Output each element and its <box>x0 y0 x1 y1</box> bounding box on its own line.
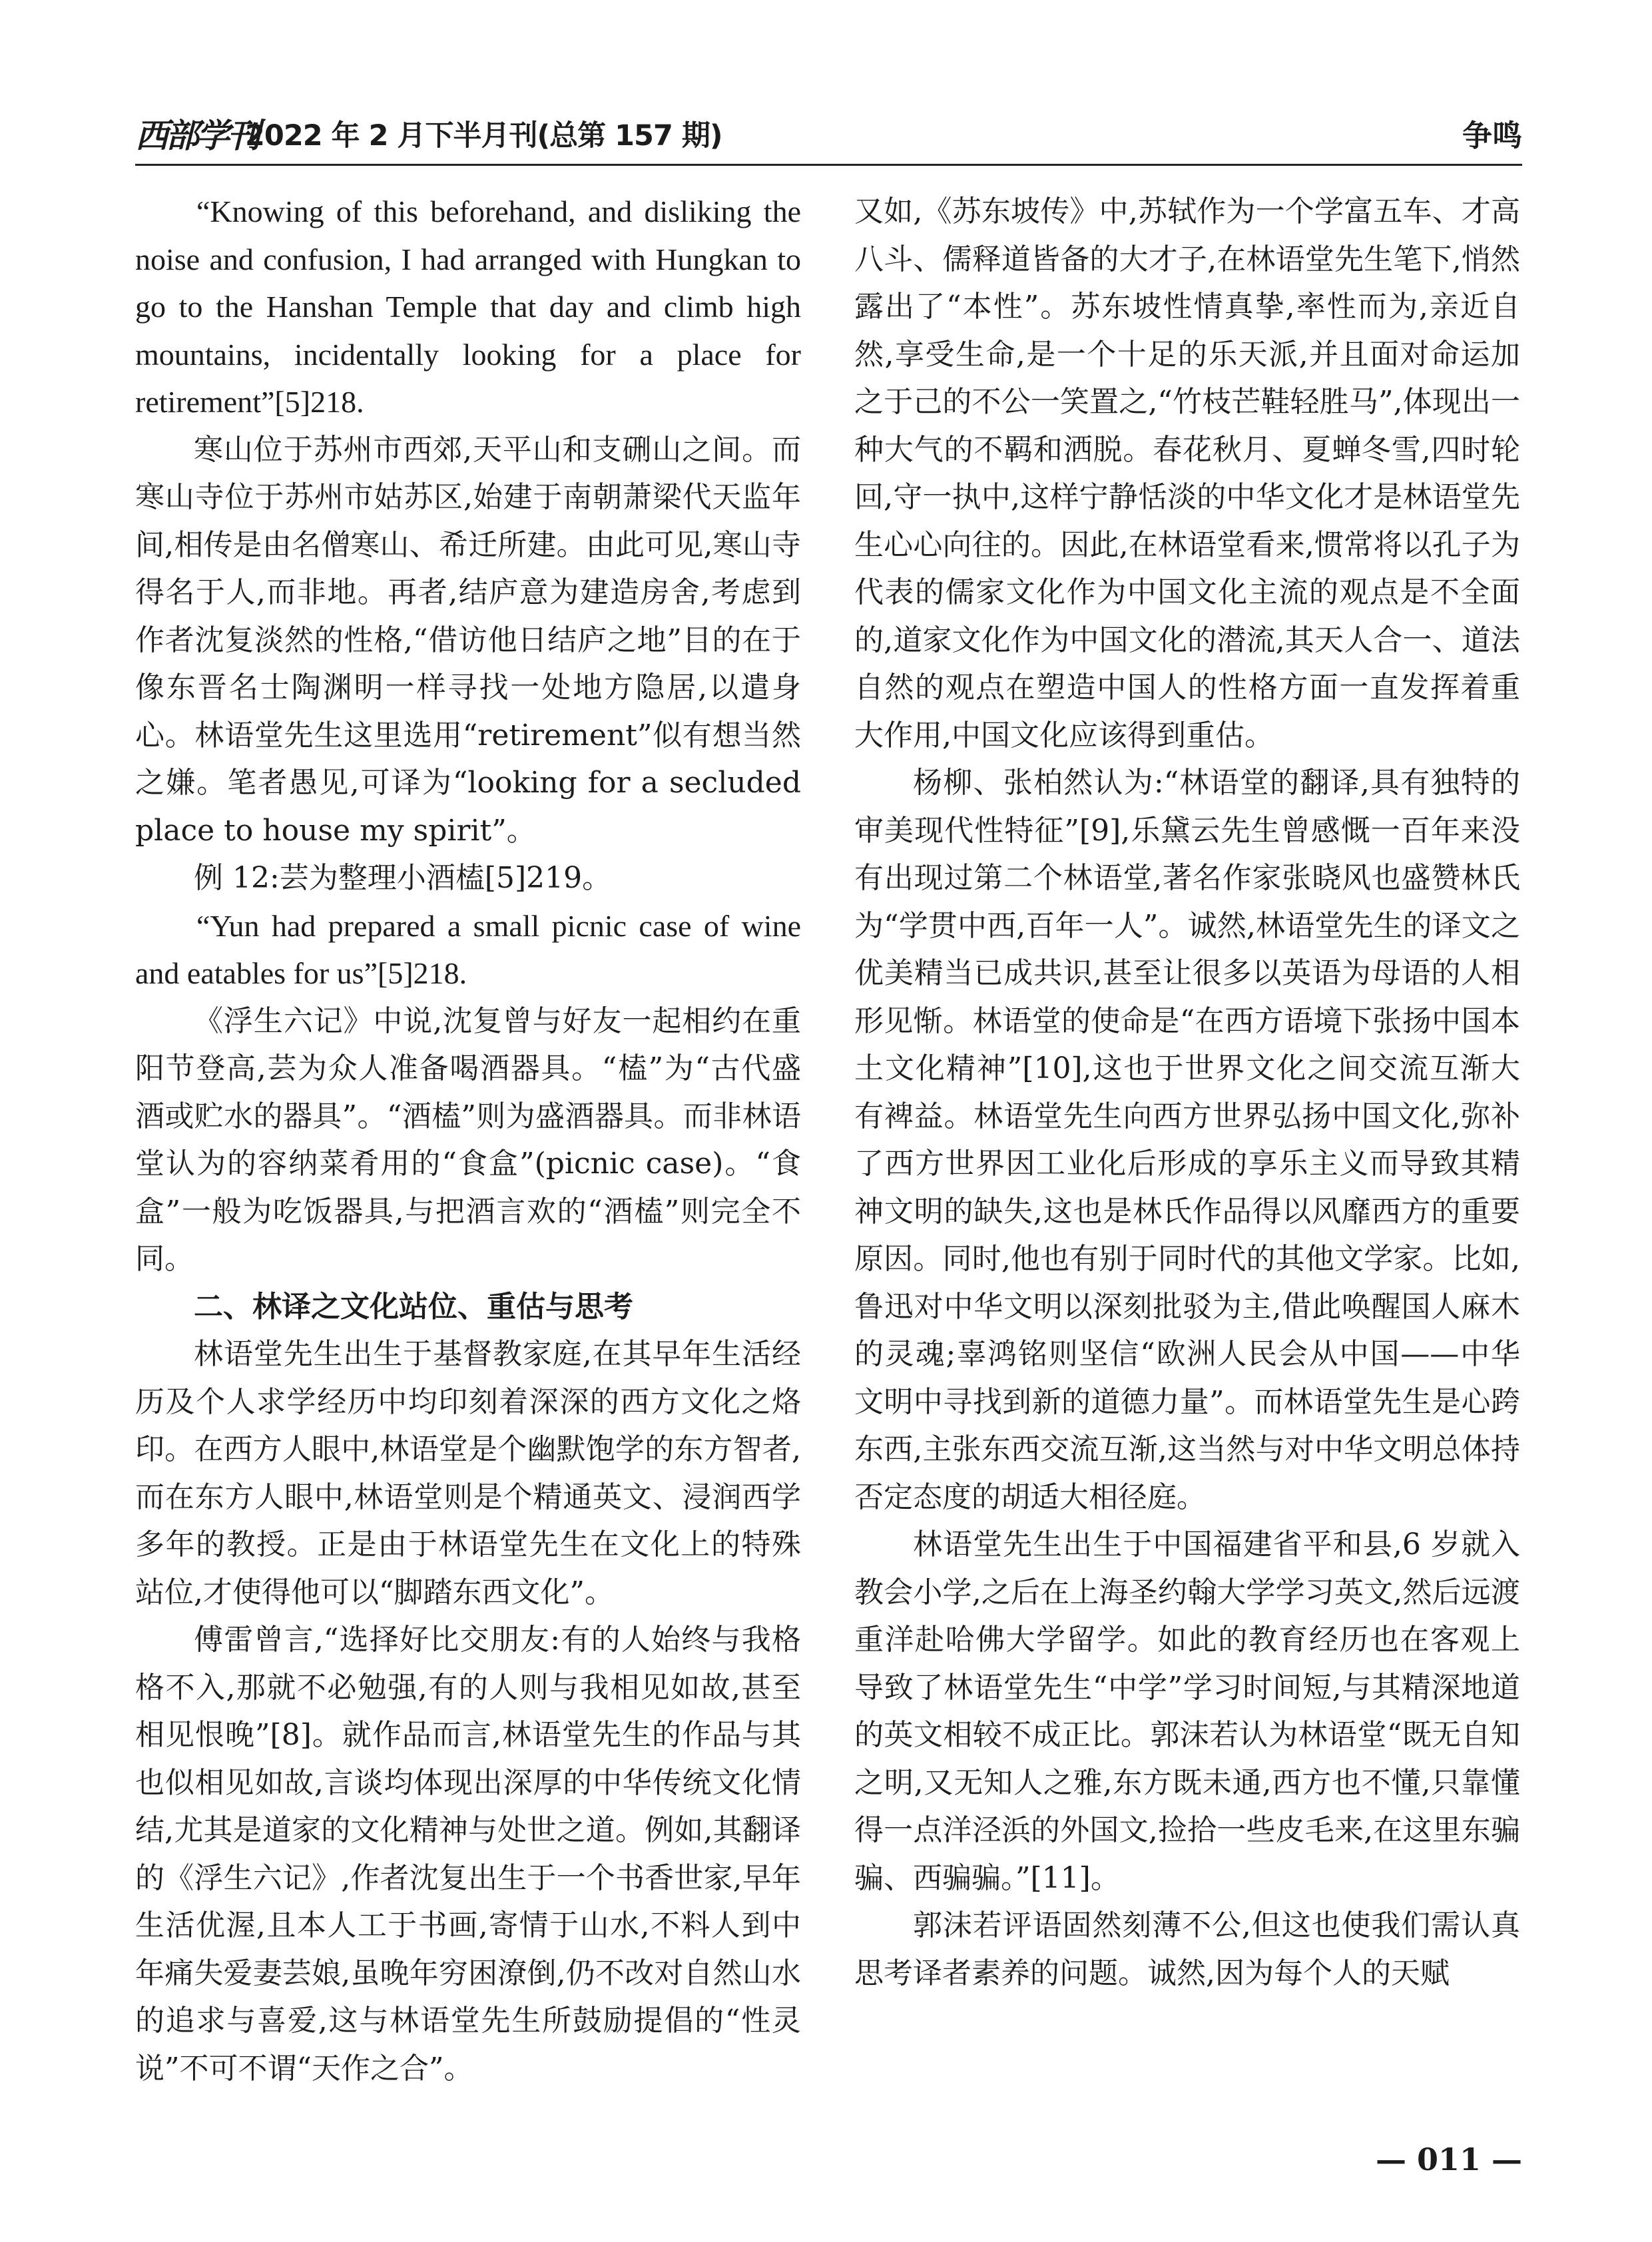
header-rule <box>135 164 1522 166</box>
left-column <box>135 188 801 2092</box>
right-column <box>854 188 1520 1997</box>
paragraph: 郭沫若评语固然刻薄不公,但这也使我们需认真思考译者素养的问题。诚然,因为每个人的天赋 <box>854 1908 1520 1990</box>
paragraph: “Yun had prepared a small picnic case of wine and eatables for us”[5]218. <box>135 908 801 990</box>
page-header <box>135 112 1522 158</box>
section-label: 争鸣 <box>1462 118 1522 153</box>
paragraph: 例 12:芸为整理小酒榼[5]219。 <box>194 861 612 895</box>
paragraph: 《浮生六记》中说,沈复曾与好友一起相约在重阳节登高,芸为众人准备喝酒器具。“榼”为“古代盛酒或贮水的器具”。“酒榼”则为盛酒器具。而非林语堂认为的容纳菜肴用的“食盒”(picnic case)。“食盒”一般为吃饭器具,与把酒言欢的“酒榼”则完全不同。 <box>135 1003 801 1276</box>
paragraph: 傅雷曾言,“选择好比交朋友:有的人始终与我格格不入,那就不必勉强,有的人则与我相见如故,甚至相见恨晚”[8]。就作品而言,林语堂先生的作品与其也似相见如故,言谈均体现出深厚的中华传统文化情结,尤其是道家的文化精神与处世之道。例如,其翻译的《浮生六记》,作者沈复出生于一个书香世家,早年生活优渥,且本人工于书画,寄情于山水,不料人到中年痛失爱妻芸娘,虽晚年穷困潦倒,仍不改对自然山水的追求与喜爱,这与林语堂先生所鼓励提倡的“性灵说”不可不谓“天作之合”。 <box>135 1623 801 2086</box>
issue-info: 2022 年 2 月下半月刊(总第 157 期) <box>245 119 722 152</box>
paragraph: “Knowing of this beforehand, and disliking the noise and confusion, I had arranged with Hungkan to go to the Hanshan Temple that day and climb high mountains, incidentally looking for a place for retirement”[5]218. <box>135 194 801 419</box>
paragraph: 林语堂先生出生于中国福建省平和县,6 岁就入教会小学,之后在上海圣约翰大学学习英文,然后远渡重洋赴哈佛大学留学。如此的教育经历也在客观上导致了林语堂先生“中学”学习时间短,与其精深地道的英文相较不成正比。郭沫若认为林语堂“既无自知之明,又无知人之雅,东方既未通,西方也不懂,只靠懂得一点洋泾浜的外国文,捡拾一些皮毛来,在这里东骗骗、西骗骗。”[11]。 <box>854 1528 1520 1895</box>
paragraph: 杨柳、张柏然认为:“林语堂的翻译,具有独特的审美现代性特征”[9],乐黛云先生曾感慨一百年来没有出现过第二个林语堂,著名作家张晓风也盛赞林氏为“学贯中西,百年一人”。诚然,林语堂先生的译文之优美精当已成共识,甚至让很多以英语为母语的人相形见惭。林语堂的使命是“在西方语境下张扬中国本土文化精神”[10],这也于世界文化之间交流互渐大有裨益。林语堂先生向西方世界弘扬中国文化,弥补了西方世界因工业化后形成的享乐主义而导致其精神文明的缺失,这也是林氏作品得以风靡西方的重要原因。同时,他也有别于同时代的其他文学家。比如,鲁迅对中华文明以深刻批驳为主,借此唤醒国人麻木的灵魂;辜鸿铭则坚信“欧洲人民会从中国——中华文明中寻找到新的道德力量”。而林语堂先生是心跨东西,主张东西交流互渐,这当然与对中华文明总体持否定态度的胡适大相径庭。 <box>854 766 1520 1514</box>
journal-logo: 西部学刊 <box>135 116 258 155</box>
paragraph: 又如,《苏东坡传》中,苏轼作为一个学富五车、才高八斗、儒释道皆备的大才子,在林语堂先生笔下,悄然露出了“本性”。苏东坡性情真挚,率性而为,亲近自然,享受生命,是一个十足的乐天派,并且面对命运加之于己的不公一笑置之,“竹枝芒鞋轻胜马”,体现出一种大气的不羁和洒脱。春花秋月、夏蝉冬雪,四时轮回,守一执中,这样宁静恬淡的中华文化才是林语堂先生心心向往的。因此,在林语堂看来,惯常将以孔子为代表的儒家文化作为中国文化主流的观点是不全面的,道家文化作为中国文化的潜流,其天人合一、道法自然的观点在塑造中国人的性格方面一直发挥着重大作用,中国文化应该得到重估。 <box>854 194 1520 752</box>
section-heading: 二、林译之文化站位、重估与思考 <box>194 1289 633 1324</box>
paragraph: 寒山位于苏州市西郊,天平山和支硎山之间。而寒山寺位于苏州市姑苏区,始建于南朝萧梁代天监年间,相传是由名僧寒山、希迁所建。由此可见,寒山寺得名于人,而非地。再者,结庐意为建造房舍,考虑到作者沈复淡然的性格,“借访他日结庐之地”目的在于像东晋名士陶渊明一样寻找一处地方隐居,以遣身心。林语堂先生这里选用“retirement”似有想当然之嫌。笔者愚见,可译为“looking for a secluded place to house my spirit”。 <box>135 432 801 848</box>
page-number: — 011 — <box>1375 2141 1522 2177</box>
paragraph: 林语堂先生出生于基督教家庭,在其早年生活经历及个人求学经历中均印刻着深深的西方文化之烙印。在西方人眼中,林语堂是个幽默饱学的东方智者,而在东方人眼中,林语堂则是个精通英文、浸润西学多年的教授。正是由于林语堂先生在文化上的特殊站位,才使得他可以“脚踏东西文化”。 <box>135 1337 801 1609</box>
